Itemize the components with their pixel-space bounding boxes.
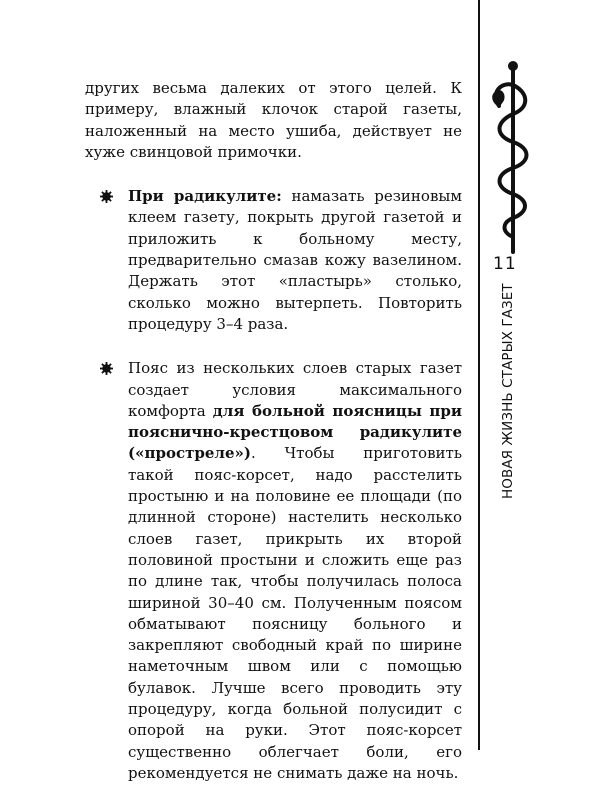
bullet-paragraph — [128, 186, 462, 335]
bullet-text: намазать резиновым клеем газету, покрыть другой газетой и приложить к больному месту, предварительно смазав кожу вазелином. Держать этот «пластырь» столько, сколько можно вытерпеть. Повторить процедуру 3–4 раза. — [128, 187, 463, 333]
intro-paragraph: других весьма далеких от этого целей. К примеру, влажный клочок старой газеты, наложенный на место ушиба, действует не хуже свинцовой примочки. — [85, 79, 462, 161]
bullet-text-before: Пояс из нескольких слоев старых газет создает условия максимального комфорта — [128, 359, 462, 420]
bullet-bold-phrase: для больной поясницы при пояснично-крестцовом радикулите («прострелe») — [128, 401, 462, 463]
bullet-item-radiculitis — [85, 186, 462, 335]
margin-divider-line — [478, 0, 480, 750]
page-number: 11 — [493, 254, 517, 274]
bullet-lead: При радикулите: — [128, 187, 282, 206]
bullet-text-after: . Чтобы приготовить такой пояс-корсет, надо расстелить простыню и на половине ее площади (по длинной стороне) настелить несколько слоев газет, прикрыть их второй половиной простыни и сложить еще раз по длине так, чтобы получилась полоса шириной 30–40 см. Полученным поясом обматывают поясницу больного и закрепляют свободный край по ширине наметочным швом или с помощью булавок. Лучше всего проводить эту процедуру, когда больной полусидит с опорой на руки. Этот пояс-корсет существенно облегчает боли, его рекомендуется не снимать даже на ночь. — [128, 444, 462, 782]
main-text-column — [85, 78, 462, 807]
running-title: НОВАЯ ЖИЗНЬ СТАРЫХ ГАЗЕТ — [500, 283, 516, 499]
bullet-item-belt — [85, 358, 462, 784]
gear-bullet-icon — [100, 190, 113, 203]
bullet-paragraph — [128, 358, 462, 784]
caduceus-snake-icon — [485, 56, 541, 256]
gear-bullet-icon — [100, 362, 113, 375]
